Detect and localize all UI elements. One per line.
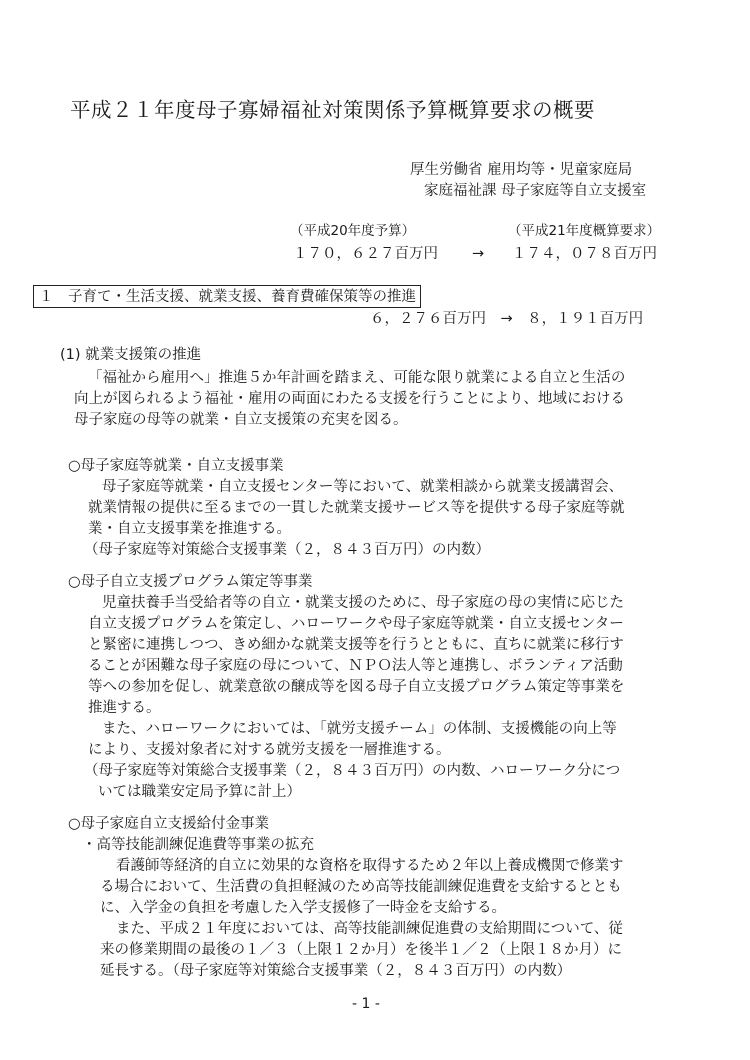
item-2-line-4: ることが困難な母子家庭の母について、ＮＰＯ法人等と連携し、ボランティア活動 [88,658,623,674]
item-3-line-3: に、入学金の負担を考慮した入学支援修了一時金を支給する。 [100,900,506,916]
org-line-1: 厚生労働省 雇用均等・児童家庭局 [410,162,633,178]
item-2-line-3: と緊密に連携しつつ、きめ細かな就業支援等を行うとともに、直ちに就業に移行す [88,637,624,653]
budget-next-label: （平成21年度概算要求） [508,223,661,239]
item-3-line-2: る場合において、生活費の負担軽減のため高等技能訓練促進費を支給するととも [100,879,622,895]
item-2-line-1: 児童扶養手当受給者等の自立・就業支援のために、母子家庭の母の実情に応じた [102,595,624,611]
item-2-line-6: 推進する。 [88,700,161,716]
item-3-bullet: ・高等技能訓練促進費等事業の拡充 [82,837,314,853]
subsection-1-line-2: 向上が図られるよう福祉・雇用の両面にわたる支援を行うことにより、地域における [74,391,625,407]
item-2-line-8: により、支援対象者に対する就労支援を一層推進する。 [88,742,451,758]
section-1-heading: １ 子育て・生活支援、就業支援、養育費確保策等の推進 [33,285,421,308]
item-3-line-6: 延長する。（母子家庭等対策総合支援事業（２，８４３百万円）の内数） [100,963,572,979]
item-1-heading: ○母子家庭等就業・自立支援事業 [68,458,284,474]
item-1-line-3: 業・自立支援事業を推進する。 [88,521,291,537]
item-3-line-1: 看護師等経済的自立に効果的な資格を取得するため２年以上養成機関で修業す [116,858,624,874]
page-title: 平成２１年度母子寡婦福祉対策関係予算概算要求の概要 [70,98,595,122]
item-2-line-2: 自立支援プログラムを策定し、ハローワークや母子家庭等就業・自立支援センター [88,616,624,632]
item-2-line-10: いては職業安定局予算に計上） [98,784,301,800]
item-3-heading: ○母子家庭自立支援給付金事業 [68,816,270,832]
budget-arrow: → [472,246,485,262]
item-2-line-9: （母子家庭等対策総合支援事業（２，８４３百万円）の内数、ハローワーク分につ [84,763,621,779]
item-2-line-5: 等への参加を促し、就業意欲の醸成等を図る母子自立支援プログラム策定等事業を [88,679,625,695]
budget-prev-amount: １７０，６２７百万円 [293,246,438,262]
item-1-line-4: （母子家庭等対策総合支援事業（２，８４３百万円）の内数） [84,542,490,558]
item-2-line-7: また、ハローワークにおいては、「就労支援チーム」の体制、支援機能の向上等 [102,721,617,737]
section-1-amount: ６，２７６百万円 → ８，１９１百万円 [370,311,644,327]
budget-next-amount: １７４，０７８百万円 [512,246,657,262]
budget-prev-label: （平成20年度予算） [290,223,416,239]
org-line-2: 家庭福祉課 母子家庭等自立支援室 [424,183,647,199]
item-2-heading: ○母子自立支援プログラム策定等事業 [68,574,313,590]
subsection-1-line-1: 「福祉から雇用へ」推進５か年計画を踏まえ、可能な限り就業による自立と生活の [88,370,626,386]
subsection-1-line-3: 母子家庭の母等の就業・自立支援策の充実を図る。 [74,412,408,428]
item-1-line-2: 就業情報の提供に至るまでの一貫した就業支援サービス等を提供する母子家庭等就 [88,500,625,516]
item-1-line-1: 母子家庭等就業・自立支援センター等において、就業相談から就業支援講習会、 [102,479,624,495]
subsection-1-heading: (1) 就業支援策の推進 [60,347,202,363]
item-3-line-5: 来の修業期間の最後の１／３（上限１２か月）を後半１／２（上限１８か月）に [100,942,622,958]
page-number: - 1 - [352,996,380,1012]
item-3-line-4: また、平成２１年度においては、高等技能訓練促進費の支給期間について、従 [116,921,623,937]
